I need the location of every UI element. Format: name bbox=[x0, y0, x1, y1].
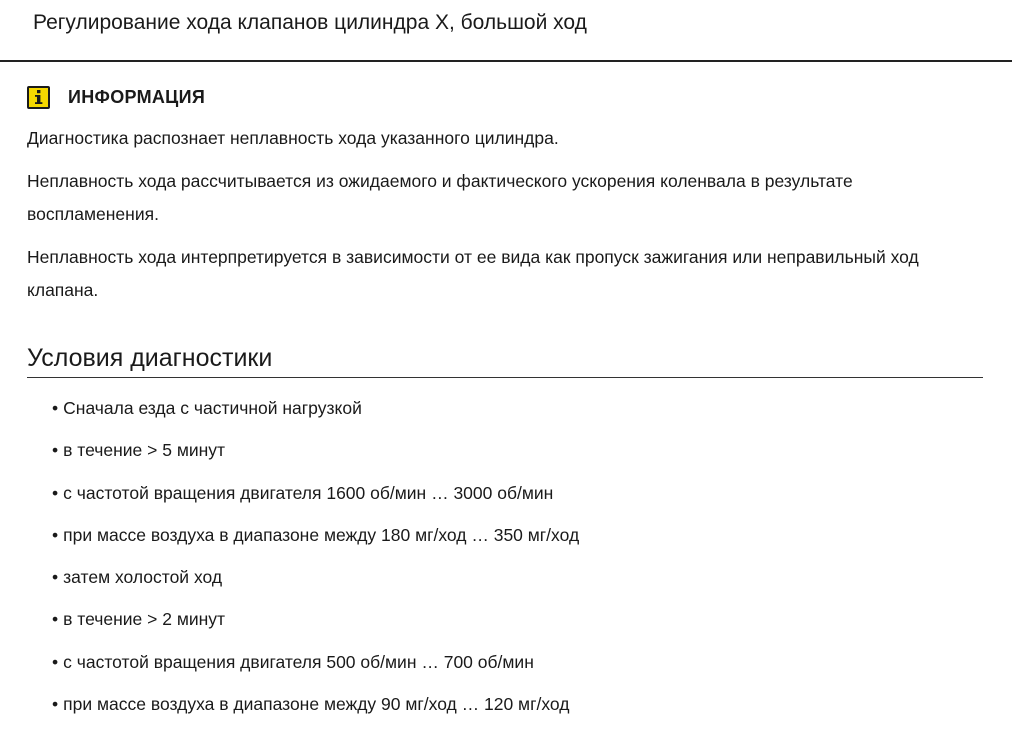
bullet: • bbox=[52, 609, 59, 630]
info-block bbox=[27, 84, 987, 307]
info-paragraph: Диагностика распознает неплавность хода указанного цилиндра. bbox=[27, 128, 559, 148]
list-item-text: затем холостой ход bbox=[63, 567, 223, 588]
bullet: • bbox=[52, 694, 59, 715]
list-item bbox=[52, 641, 983, 683]
list-item bbox=[52, 514, 983, 556]
list-item-text: в течение > 5 минут bbox=[63, 440, 226, 461]
list-item-text: с частотой вращения двигателя 500 об/мин … 700 об/мин bbox=[63, 651, 534, 672]
bullet: • bbox=[52, 482, 59, 503]
page-header bbox=[0, 0, 1012, 62]
list-item-text: при массе воздуха в диапазоне между 180 мг/ход … 350 мг/ход bbox=[63, 524, 580, 545]
list-item-text: с частотой вращения двигателя 1600 об/мин … 3000 об/мин bbox=[63, 482, 554, 503]
list-item bbox=[52, 429, 983, 471]
conditions-section bbox=[27, 342, 983, 725]
bullet: • bbox=[52, 567, 59, 588]
info-paragraph: Неплавность хода рассчитывается из ожидаемого и фактического ускорения коленвала в результате воспламенения. bbox=[27, 171, 853, 224]
info-paragraph: Неплавность хода интерпретируется в зависимости от ее вида как пропуск зажигания или неправильный ход клапана. bbox=[27, 247, 919, 300]
bullet: • bbox=[52, 440, 59, 461]
list-item-text: Сначала езда с частичной нагрузкой bbox=[63, 398, 362, 418]
info-heading bbox=[27, 84, 987, 110]
bullet: • bbox=[52, 398, 59, 418]
list-item bbox=[52, 598, 983, 640]
section-title: Условия диагностики bbox=[27, 342, 983, 378]
list-item bbox=[52, 556, 983, 598]
list-item-text: при массе воздуха в диапазоне между 90 мг/ход … 120 мг/ход bbox=[63, 694, 570, 715]
info-icon bbox=[27, 86, 50, 109]
conditions-list bbox=[52, 387, 983, 725]
list-item bbox=[52, 683, 983, 725]
bullet: • bbox=[52, 524, 59, 545]
list-item bbox=[52, 472, 983, 514]
list-item-text: в течение > 2 минут bbox=[63, 609, 226, 630]
info-title: ИНФОРМАЦИЯ bbox=[68, 87, 206, 107]
list-item bbox=[52, 387, 983, 429]
page-title: Регулирование хода клапанов цилиндра X, большой ход bbox=[33, 11, 587, 34]
bullet: • bbox=[52, 651, 59, 672]
